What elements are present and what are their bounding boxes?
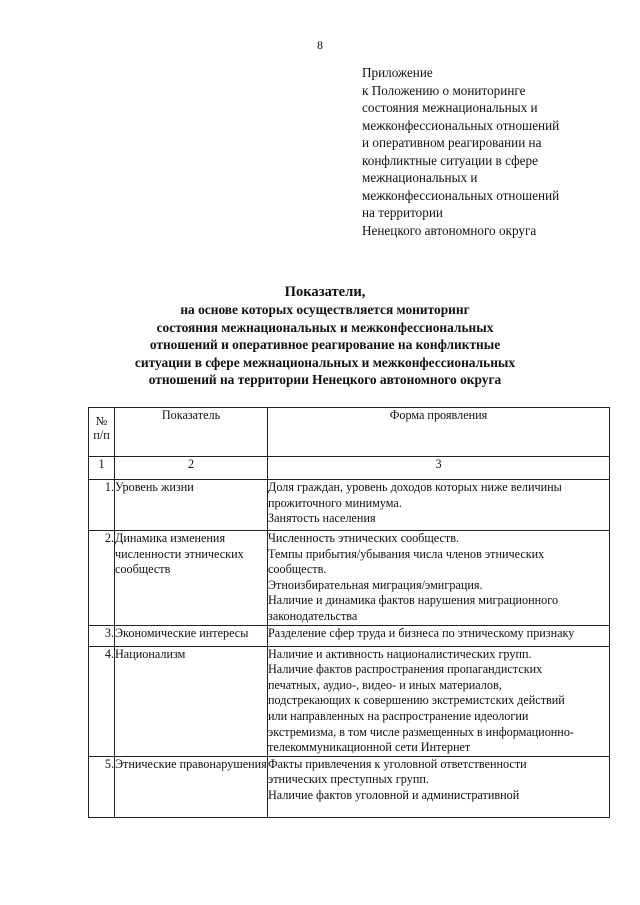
row-form xyxy=(268,756,610,817)
annex-line: межнациональных и xyxy=(362,170,478,185)
form-line: Наличие и динамика фактов нарушения миграционного xyxy=(268,593,559,608)
row-number: 3. xyxy=(89,625,115,646)
form-line: телекоммуникационной сети Интернет xyxy=(268,740,471,755)
heading-line: состояния межнациональных и межконфессиональных xyxy=(156,319,494,335)
row-indicator: Уровень жизни xyxy=(115,480,268,531)
annex-note xyxy=(362,64,632,239)
annex-line: состояния межнациональных и xyxy=(362,100,538,115)
form-line: подстрекающих к совершению экстремистских действий xyxy=(268,693,565,708)
heading-line: отношений на территории Ненецкого автономного округа xyxy=(148,372,502,388)
form-line: прожиточного минимума. xyxy=(268,495,402,510)
row-number: 1. xyxy=(89,480,115,531)
row-form xyxy=(268,480,610,531)
table-row xyxy=(89,625,610,646)
annex-line: и оперативном реагировании на xyxy=(362,135,542,150)
row-form xyxy=(268,625,610,646)
header-indicator: Показатель xyxy=(115,408,268,457)
annex-line: Приложение xyxy=(362,65,433,80)
form-line: этнических преступных групп. xyxy=(268,772,429,787)
form-line: Этноизбирательная миграция/эмиграция. xyxy=(268,577,483,592)
header-number-line: п/п xyxy=(93,428,110,442)
form-line: Занятость населения xyxy=(268,511,376,526)
header-form: Форма проявления xyxy=(268,408,610,457)
form-line: печатных, аудио-, видео- и иных материалов, xyxy=(268,677,502,692)
heading-line: отношений и оперативное реагирование на конфликтные xyxy=(149,337,501,353)
row-indicator: Этнические правонарушения xyxy=(115,756,268,817)
row-number: 4. xyxy=(89,646,115,756)
header-number-line: № xyxy=(95,414,108,428)
heading-title: Показатели, xyxy=(284,284,366,300)
table-header-row xyxy=(89,408,610,457)
index-cell: 3 xyxy=(268,457,610,480)
row-number: 2. xyxy=(89,531,115,626)
annex-line: межконфессиональных отношений xyxy=(362,117,560,133)
form-line: Численность этнических сообществ. xyxy=(268,531,459,545)
row-form xyxy=(268,531,610,626)
row-indicator: Экономические интересы xyxy=(115,625,268,646)
annex-line: к Положению о мониторинге xyxy=(362,82,526,98)
form-line: сообществ. xyxy=(268,562,327,577)
form-line: Доля граждан, уровень доходов которых ниже величины xyxy=(268,480,562,494)
table-row xyxy=(89,531,610,626)
annex-line: на территории xyxy=(362,205,443,220)
form-line: или направленных на распространение идеологии xyxy=(268,708,529,723)
table-index-row xyxy=(89,457,610,480)
heading-line: ситуации в сфере межнациональных и межконфессиональных xyxy=(134,354,516,370)
index-cell: 1 xyxy=(89,457,115,480)
table-row xyxy=(89,646,610,756)
form-line: Наличие и активность националистических групп. xyxy=(268,646,532,661)
form-line: Факты привлечения к уголовной ответственности xyxy=(268,756,527,771)
form-line: Наличие фактов распространения пропагандистских xyxy=(268,662,543,677)
annex-line: Ненецкого автономного округа xyxy=(362,222,537,238)
form-line: законодательства xyxy=(268,608,358,623)
row-indicator: Динамика изменения численности этнических сообществ xyxy=(115,531,268,626)
annex-line: межконфессиональных отношений xyxy=(362,187,560,203)
document-heading xyxy=(0,284,640,388)
indicators-table xyxy=(88,407,610,818)
row-number: 5. xyxy=(89,756,115,817)
form-line: экстремизма, в том числе размещенных в информационно- xyxy=(268,724,574,739)
heading-line: на основе которых осуществляется мониторинг xyxy=(180,302,470,318)
row-indicator: Национализм xyxy=(115,646,268,756)
table-row xyxy=(89,756,610,817)
form-line: Разделение сфер труда и бизнеса по этническому признаку xyxy=(268,625,575,640)
page-number: 8 xyxy=(317,38,323,52)
form-line: Наличие фактов уголовной и административной xyxy=(268,787,520,802)
form-line: Темпы прибытия/убывания числа членов этнических xyxy=(268,546,545,561)
annex-line: конфликтные ситуации в сфере xyxy=(362,152,538,168)
row-form xyxy=(268,646,610,756)
header-number xyxy=(89,408,115,457)
table-row xyxy=(89,480,610,531)
index-cell: 2 xyxy=(115,457,268,480)
